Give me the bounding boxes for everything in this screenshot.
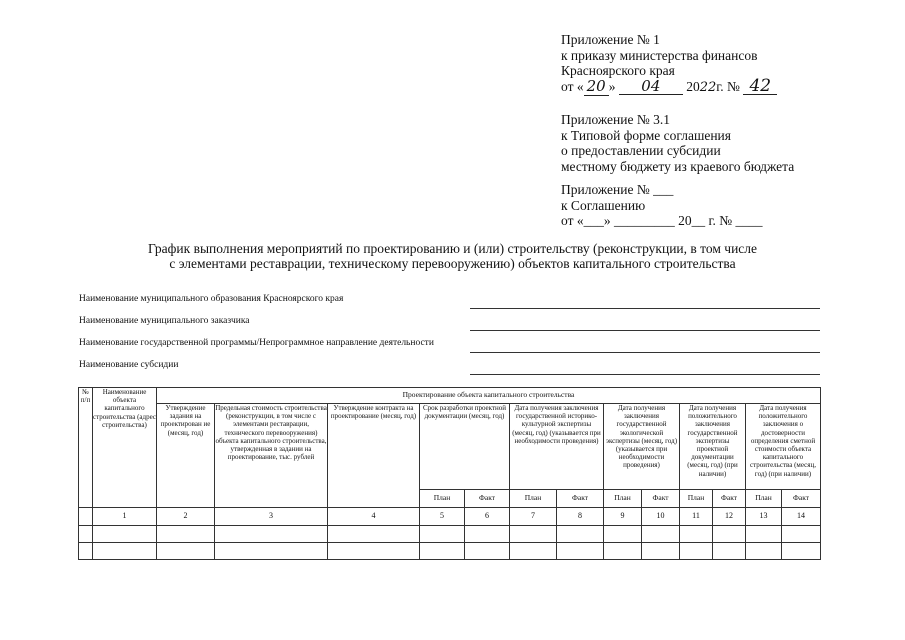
table-cell[interactable] <box>93 543 157 560</box>
table-cell[interactable] <box>557 543 604 560</box>
appendix-1-block <box>561 32 777 94</box>
field-subsidy-line[interactable] <box>470 374 820 375</box>
appendix-2-block <box>561 112 794 174</box>
appendix-3-date-line: от «___» _________ 20__ г. № ____ <box>561 213 763 228</box>
appendix-1-title: Приложение № 1 <box>561 32 660 47</box>
table-cell[interactable] <box>746 543 782 560</box>
header-plan: План <box>420 490 465 508</box>
header-plan: План <box>510 490 557 508</box>
appendix-2-line2: к Типовой форме соглашения <box>561 127 731 143</box>
header-number: № п/п <box>79 388 93 508</box>
header-plan: План <box>680 490 713 508</box>
table-cell[interactable] <box>642 526 680 543</box>
document-title-line-2: с элементами реставрации, техническому перевооружению) объектов капитального строительства <box>169 256 736 271</box>
table-cell[interactable] <box>510 543 557 560</box>
column-number: 3 <box>215 508 328 526</box>
header-plan: План <box>746 490 782 508</box>
column-number: 13 <box>746 508 782 526</box>
header-fact: Факт <box>557 490 604 508</box>
header-object-name: Наименование объекта капитального строительства (адрес строительства) <box>93 388 157 508</box>
header-fact: Факт <box>713 490 746 508</box>
appendix-3-block <box>561 182 763 229</box>
table-cell[interactable] <box>328 543 420 560</box>
header-assignment-approval: Утверждение задания на проектирован ие (месяц, год) <box>157 404 215 508</box>
table-cell[interactable] <box>215 543 328 560</box>
table-cell[interactable] <box>557 526 604 543</box>
field-program-label: Наименование государственной программы/Непрограммное направление деятельности <box>79 338 434 348</box>
header-fact: Факт <box>642 490 680 508</box>
header-estimate-expertise: Дата получения положительного заключения о достоверности определения сметной стоимости объекта капитального строительства (месяц, год) (при наличии) <box>746 404 821 490</box>
table-row <box>79 526 821 543</box>
column-number: 10 <box>642 508 680 526</box>
header-ecological-expertise: Дата получения заключения государственной экологической экспертизы (месяц, год) (указывается при необходимости проведения) <box>604 404 680 490</box>
appendix-1-order: к приказу министерства финансов <box>561 47 758 63</box>
date-number-handwritten: 42 <box>743 79 777 96</box>
column-number: 9 <box>604 508 642 526</box>
table-cell[interactable] <box>604 526 642 543</box>
field-program-line[interactable] <box>470 352 820 353</box>
header-cost-limit: Предельная стоимость строительства (реконструкции, в том числе с элементами реставрации, технического перевооружения) объекта капитального строительства, утвержденная в задании на проектирование, тыс. рублей <box>215 404 328 508</box>
header-historical-expertise: Дата получения заключения государственной историко-культурной экспертизы (месяц, год) (указывается при необходимости проведения) <box>510 404 604 490</box>
schedule-table <box>78 387 821 560</box>
table-cell[interactable] <box>713 543 746 560</box>
column-number: 11 <box>680 508 713 526</box>
header-design-group: Проектирование объекта капитального строительства <box>157 388 821 404</box>
document-title <box>0 241 905 271</box>
date-month-handwritten: 04 <box>619 79 683 96</box>
table-cell[interactable] <box>328 526 420 543</box>
date-year-handwritten: 22 <box>699 79 717 95</box>
table-cell[interactable] <box>604 543 642 560</box>
table-cell[interactable] <box>79 526 93 543</box>
column-number <box>79 508 93 526</box>
date-year-prefix: 20 <box>686 78 700 94</box>
table-cell[interactable] <box>157 526 215 543</box>
header-design-term: Срок разработки проектной документации (месяц, год) <box>420 404 510 490</box>
header-fact: Факт <box>782 490 821 508</box>
table-cell[interactable] <box>782 543 821 560</box>
appendix-1-region: Красноярского края <box>561 63 675 78</box>
appendix-3-title: Приложение № ___ <box>561 182 674 197</box>
appendix-3-agreement: к Соглашению <box>561 197 646 213</box>
field-municipality-label: Наименование муниципального образования Красноярского края <box>79 294 344 304</box>
column-number: 6 <box>465 508 510 526</box>
column-number: 2 <box>157 508 215 526</box>
column-number: 14 <box>782 508 821 526</box>
table-cell[interactable] <box>465 543 510 560</box>
column-numbers-row <box>79 508 821 526</box>
table-cell[interactable] <box>680 543 713 560</box>
column-number: 7 <box>510 508 557 526</box>
column-number: 1 <box>93 508 157 526</box>
appendix-2-line3: о предоставлении субсидии <box>561 143 721 158</box>
header-fact: Факт <box>465 490 510 508</box>
table-cell[interactable] <box>420 526 465 543</box>
date-mid: » <box>608 78 616 94</box>
table-cell[interactable] <box>642 543 680 560</box>
table-cell[interactable] <box>93 526 157 543</box>
appendix-2-title: Приложение № 3.1 <box>561 112 670 127</box>
field-customer-label: Наименование муниципального заказчика <box>79 316 250 326</box>
table-cell[interactable] <box>680 526 713 543</box>
header-contract-approval: Утверждение контракта на проектирование (месяц, год) <box>328 404 420 508</box>
table-cell[interactable] <box>465 526 510 543</box>
table-cell[interactable] <box>510 526 557 543</box>
table-cell[interactable] <box>79 543 93 560</box>
column-number: 5 <box>420 508 465 526</box>
field-subsidy-label: Наименование субсидии <box>79 360 179 370</box>
table-cell[interactable] <box>713 526 746 543</box>
table-cell[interactable] <box>420 543 465 560</box>
table-cell[interactable] <box>782 526 821 543</box>
column-number: 4 <box>328 508 420 526</box>
table-cell[interactable] <box>746 526 782 543</box>
date-day-handwritten: 20 <box>584 77 609 96</box>
appendix-1-date-line <box>561 75 777 96</box>
document-title-line-1: График выполнения мероприятий по проектированию и (или) строительству (реконструкции, в том числе <box>147 241 758 256</box>
appendix-2-line4: местному бюджету из краевого бюджета <box>561 158 795 174</box>
header-plan: План <box>604 490 642 508</box>
table-row <box>79 543 821 560</box>
column-number: 8 <box>557 508 604 526</box>
table-cell[interactable] <box>157 543 215 560</box>
header-state-expertise: Дата получения положительного заключения государственной экспертизы проектной документации (месяц, год) (при наличии) <box>680 404 746 490</box>
date-number-label: г. № <box>716 78 740 94</box>
field-municipality-line[interactable] <box>470 308 820 309</box>
date-prefix: от « <box>561 78 584 94</box>
field-customer-line[interactable] <box>470 330 820 331</box>
table-cell[interactable] <box>215 526 328 543</box>
column-number: 12 <box>713 508 746 526</box>
